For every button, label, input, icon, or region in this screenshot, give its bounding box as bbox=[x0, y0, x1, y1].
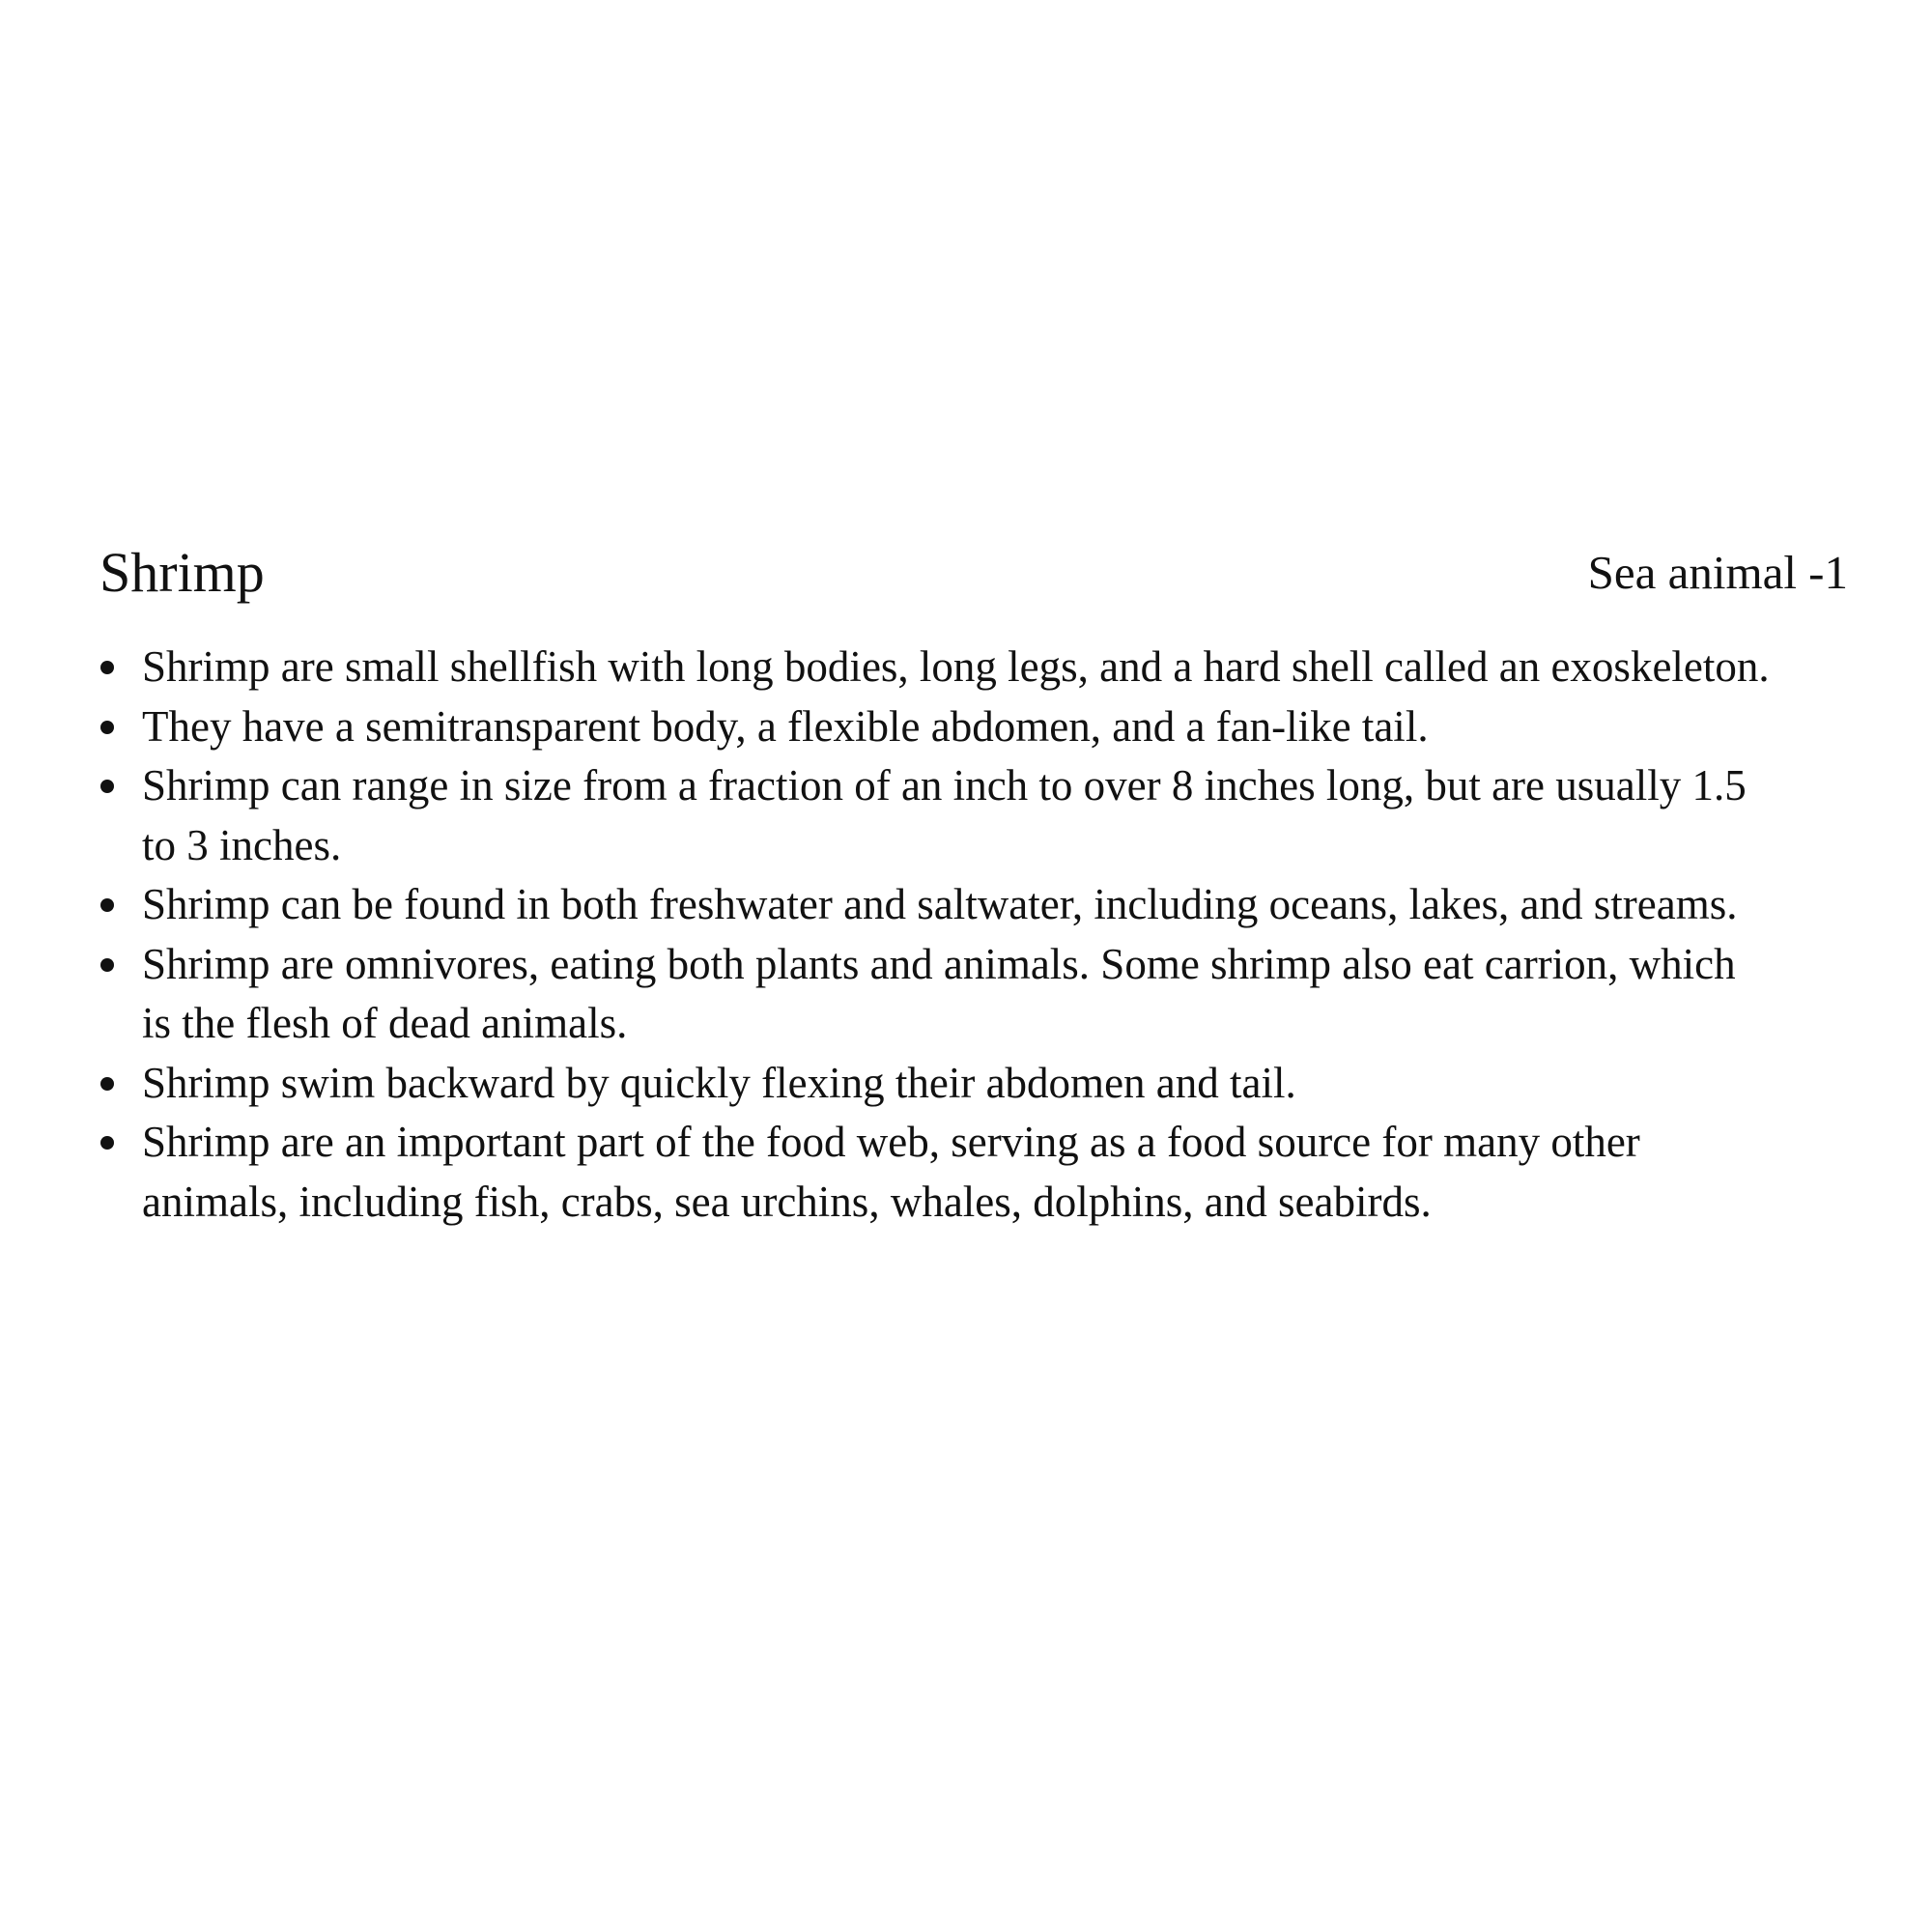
fact-line: is the flesh of dead animals. bbox=[142, 999, 628, 1047]
bullet-icon bbox=[100, 661, 114, 674]
fact-line: Shrimp can range in size from a fraction of an inch to over 8 inches long, but are usually 1.5 bbox=[142, 761, 1747, 810]
fact-item bbox=[97, 756, 1855, 875]
fact-line: They have a semitransparent body, a flexible abdomen, and a fan-like tail. bbox=[142, 701, 1429, 751]
fact-item bbox=[97, 1113, 1855, 1232]
fact-line: Shrimp are omnivores, eating both plants and animals. Some shrimp also eat carrion, which bbox=[142, 939, 1736, 988]
bullet-icon bbox=[100, 1077, 114, 1091]
document-header bbox=[99, 539, 1848, 607]
fact-item bbox=[97, 638, 1855, 697]
fact-item bbox=[97, 1054, 1855, 1114]
fact-item bbox=[97, 935, 1855, 1054]
fact-item bbox=[97, 697, 1855, 757]
bullet-icon bbox=[100, 780, 114, 793]
fact-item bbox=[97, 875, 1855, 935]
fact-line: Shrimp are small shellfish with long bodies, long legs, and a hard shell called an exoskeleton. bbox=[142, 642, 1770, 691]
fact-line: Shrimp can be found in both freshwater and saltwater, including oceans, lakes, and streams. bbox=[142, 880, 1738, 928]
bullet-icon bbox=[100, 1136, 114, 1150]
fact-line: animals, including fish, crabs, sea urchins, whales, dolphins, and seabirds. bbox=[142, 1177, 1432, 1226]
bullet-icon bbox=[100, 898, 114, 912]
page-title: Shrimp bbox=[99, 541, 265, 604]
bullet-icon bbox=[100, 958, 114, 972]
fact-list bbox=[97, 638, 1855, 1232]
fact-line: Shrimp are an important part of the food web, serving as a food source for many other bbox=[142, 1118, 1640, 1166]
bullet-icon bbox=[100, 721, 114, 734]
fact-line: to 3 inches. bbox=[142, 820, 342, 869]
fact-line: Shrimp swim backward by quickly flexing their abdomen and tail. bbox=[142, 1058, 1296, 1107]
page-subtitle: Sea animal -1 bbox=[1587, 546, 1848, 599]
